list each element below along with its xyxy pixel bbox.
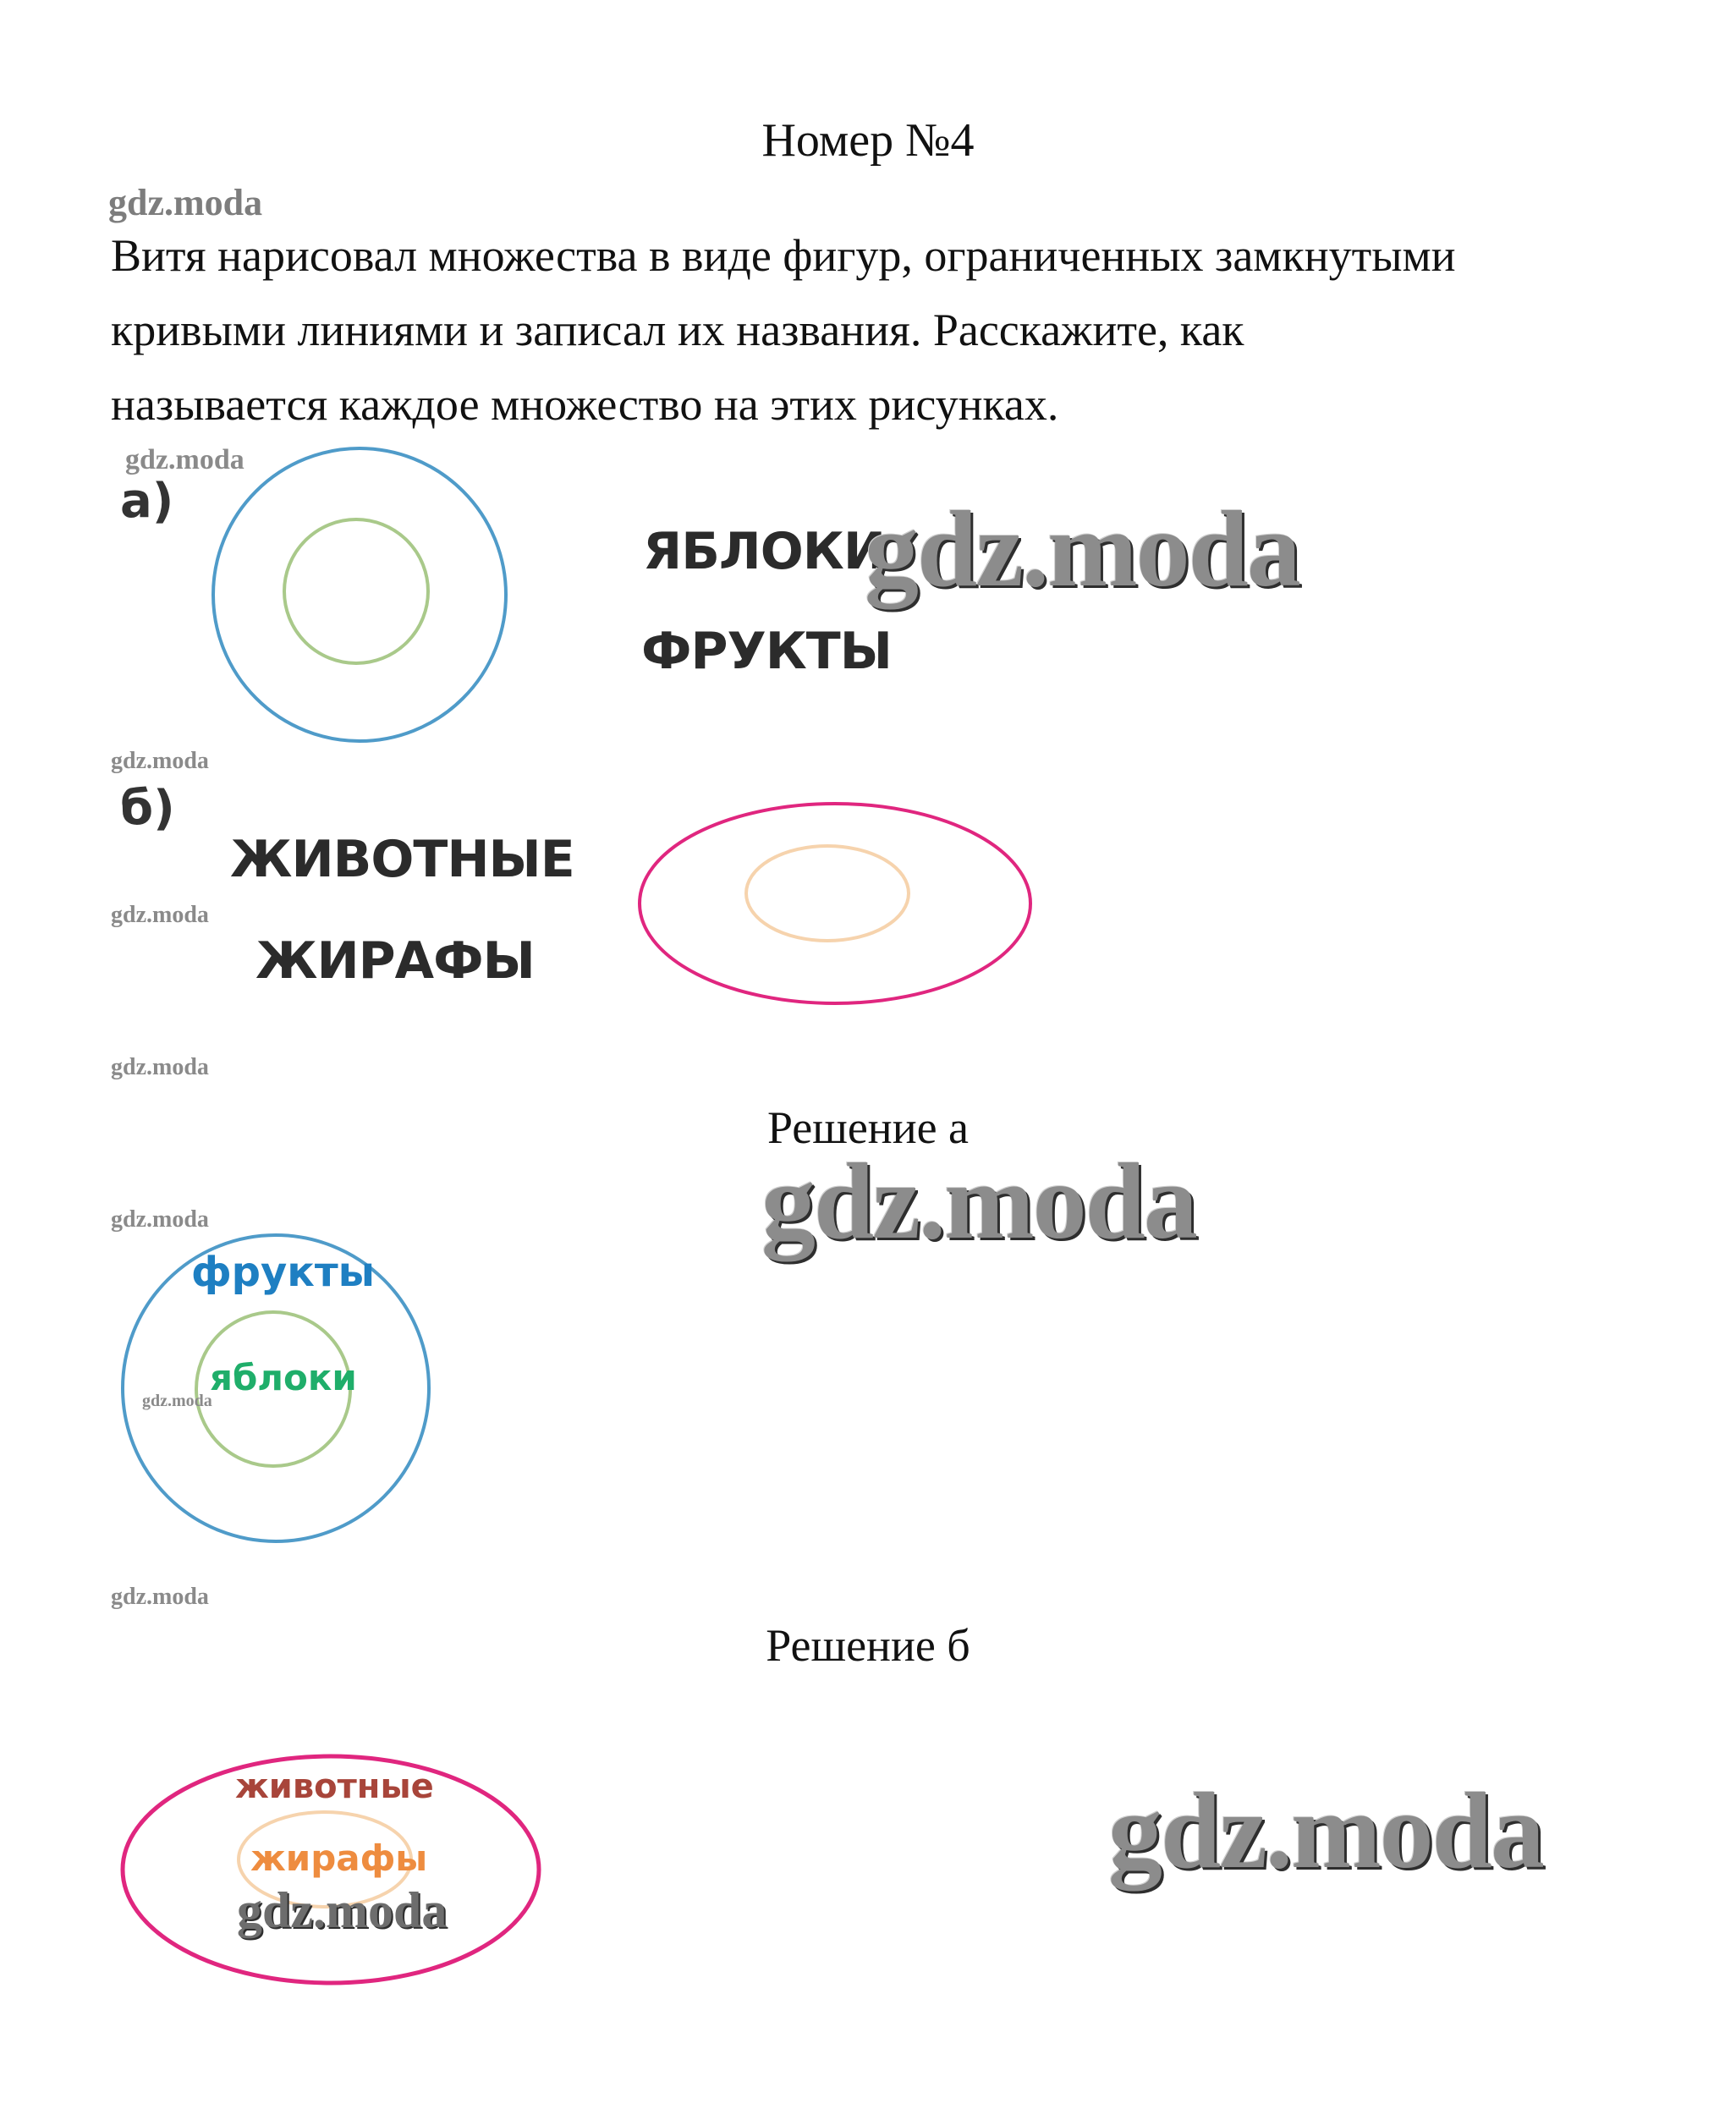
watermark-text: gdz.moda	[111, 1054, 209, 1080]
watermark-text: gdz.moda	[237, 1882, 448, 1938]
watermark-text: gdz.moda	[111, 1206, 209, 1233]
watermark-text: gdz.moda	[111, 1584, 209, 1610]
part-a-letter: а)	[120, 474, 174, 529]
watermark-text: gdz.moda	[108, 182, 263, 223]
solution-a-frukty: фрукты	[191, 1249, 376, 1296]
label-frukty: ФРУКТЫ	[641, 622, 892, 681]
problem-line: кривыми линиями и записал их названия. Расскажите, как	[111, 305, 1244, 355]
inner-circle	[284, 519, 428, 663]
watermark-text: gdz.moda	[761, 1141, 1196, 1261]
solution-a-yabloki: яблоки	[210, 1357, 357, 1398]
problem-line: называется каждое множество на этих рисунках.	[111, 379, 1059, 430]
part-b-ellipses	[636, 799, 1034, 1010]
label-zhirafy: ЖИРАФЫ	[255, 931, 535, 991]
outer-circle	[213, 448, 506, 741]
label-zhivotnye: ЖИВОТНЫЕ	[230, 830, 574, 889]
watermark-text: gdz.moda	[865, 489, 1299, 609]
solution-b-zhirafy: жирафы	[250, 1837, 428, 1879]
watermark-text: gdz.moda	[1108, 1771, 1543, 1891]
solution-a-heading: Решение а	[766, 1102, 970, 1153]
inner-ellipse	[746, 846, 909, 941]
outer-ellipse	[640, 804, 1030, 1003]
problem-statement	[111, 218, 1634, 442]
watermark-text: gdz.moda	[142, 1392, 212, 1410]
solution-b-heading: Решение б	[766, 1620, 970, 1671]
solution-b-zhivotnye: животные	[235, 1767, 434, 1806]
problem-line: Витя нарисовал множества в виде фигур, ограниченных замкнутыми	[111, 230, 1456, 281]
watermark-text: gdz.moda	[111, 902, 209, 928]
part-b-letter: б)	[120, 781, 175, 836]
watermark-text: gdz.moda	[111, 748, 209, 774]
label-yabloki: ЯБЛОКИ	[643, 522, 886, 581]
part-a-circles	[210, 445, 509, 744]
watermark-text: gdz.moda	[125, 444, 244, 475]
page-title: Номер №4	[761, 114, 975, 167]
